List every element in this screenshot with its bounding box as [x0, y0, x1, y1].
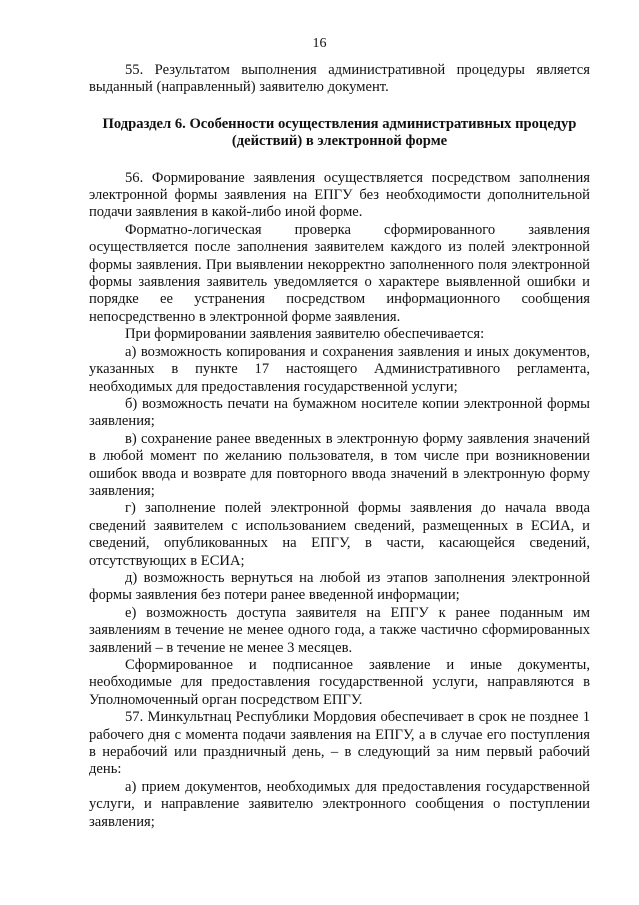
list-item-d: д) возможность вернуться на любой из этапов заполнения электронной формы заявления без потери ранее введенной информации; [89, 569, 590, 604]
paragraph-submission: Сформированное и подписанное заявление и иные документы, необходимые для предоставления государственной услуги, направляются в Уполномоченный орган посредством ЕПГУ. [89, 657, 590, 708]
paragraph-provisions-intro: При формировании заявления заявителю обеспечивается: [125, 326, 485, 343]
list-item-g: г) заполнение полей электронной формы заявления до начала ввода сведений заявителем с использованием сведений, размещенных в ЕСИА, и сведений, опубликованных на ЕПГУ, в части, касающейся сведений, отсутствующих в ЕСИА; [89, 500, 590, 569]
paragraph-format-check: Форматно-логическая проверка сформированного заявления осуществляется после заполнения заявителем каждого из полей электронной формы заявления. При выявлении некорректно заполненного поля электронной формы заявления заявитель уведомляется о характере выявленной ошибки и порядке ее устранения посредством информационного сообщения непосредственно в электронной форме заявления. [89, 221, 590, 325]
paragraph-56: 56. Формирование заявления осуществляется посредством заполнения электронной формы заявления на ЕПГУ без необходимости дополнительной подачи заявления в какой-либо иной форме. [89, 169, 590, 221]
list-item-e: е) возможность доступа заявителя на ЕПГУ к ранее поданным им заявлениям в течение не менее одного года, а также частично сформированных заявлений – в течение не менее 3 месяцев. [89, 604, 590, 656]
document-body [89, 62, 590, 831]
page-number: 16 [312, 36, 327, 51]
list-item-b: б) возможность печати на бумажном носителе копии электронной формы заявления; [89, 395, 590, 430]
list-item-57-a: а) прием документов, необходимых для предоставления государственной услуги, и направление заявителю электронного сообщения о поступлении заявления; [89, 778, 590, 830]
paragraph-57: 57. Минкультнац Республики Мордовия обеспечивает в срок не позднее 1 рабочего дня с момента подачи заявления на ЕПГУ, а в случае его поступления в нерабочий или праздничный день, – в следующий за ним первый рабочий день: [89, 709, 590, 778]
section-heading: Подраздел 6. Особенности осуществления административных процедур (действий) в электронной форме [102, 115, 577, 150]
paragraph-55: 55. Результатом выполнения административной процедуры является выданный (направленный) заявителю документ. [89, 62, 590, 96]
list-item-v: в) сохранение ранее введенных в электронную форму заявления значений в любой момент по желанию пользователя, в том числе при возникновении ошибок ввода и возврате для повторного ввода значений в электронную форму заявления; [89, 430, 590, 499]
list-item-a: а) возможность копирования и сохранения заявления и иных документов, указанных в пункте 17 настоящего Административного регламента, необходимых для предоставления государственной услуги; [89, 343, 590, 395]
